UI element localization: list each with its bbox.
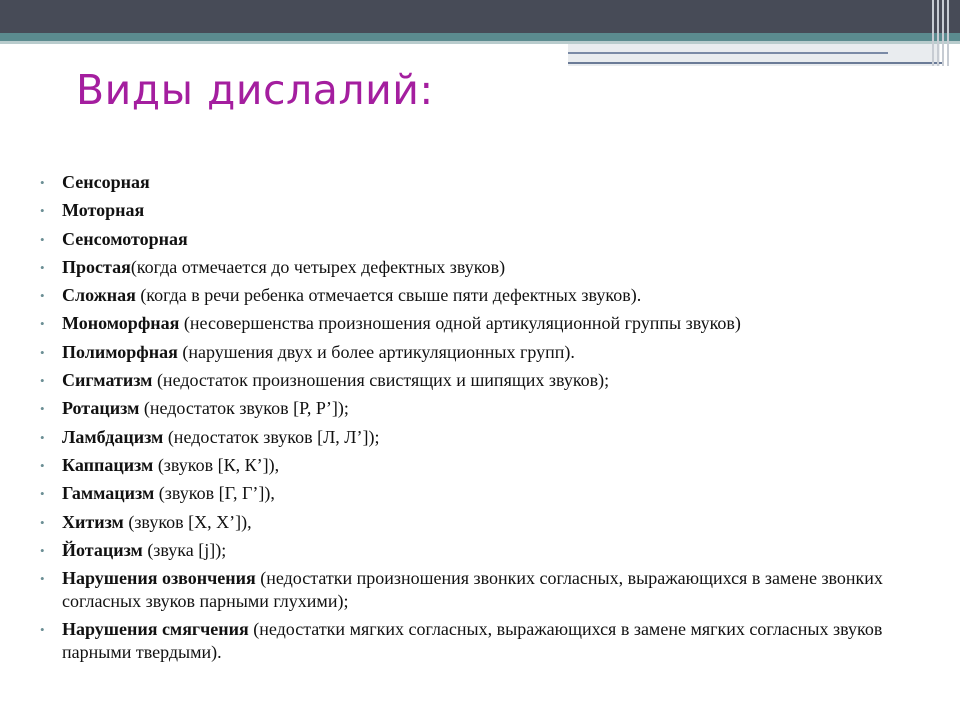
- corner-stripes-decoration: [932, 0, 954, 66]
- item-term: Гаммацизм: [62, 483, 155, 504]
- item-term: Простая: [62, 256, 131, 277]
- item-description: (недостатки произношения звонких согласных, выражающихся в замене звонких согласных звуков парными глухими);: [62, 568, 883, 612]
- list-item: [40, 312, 952, 335]
- header-dark-band: [0, 0, 960, 33]
- item-term: Сенсомоторная: [62, 228, 188, 249]
- list-item: [40, 539, 952, 562]
- item-term: Моторная: [62, 200, 145, 221]
- item-description: (нарушения двух и более артикуляционных групп).: [177, 341, 575, 362]
- item-term: Йотацизм: [62, 539, 143, 560]
- item-term: Ламбдацизм: [62, 426, 164, 447]
- list-item: [40, 511, 952, 534]
- item-term: Сенсорная: [62, 172, 150, 192]
- item-description: (недостатки мягких согласных, выражающихся в замене мягких согласных звуков парными твердыми).: [62, 619, 883, 663]
- item-term: Полиморфная: [62, 341, 178, 362]
- list-item: [40, 454, 952, 477]
- list-item: [40, 199, 952, 222]
- item-term: Нарушения озвончения: [62, 568, 256, 589]
- item-description: (недостаток произношения свистящих и шипящих звуков);: [152, 370, 610, 391]
- list-item: [40, 284, 952, 307]
- item-description: (недостаток звуков [Р, Р’]);: [139, 398, 349, 419]
- list-item: [40, 171, 952, 194]
- item-term: Хитизм: [62, 511, 124, 532]
- item-term: Сигматизм: [62, 370, 153, 391]
- list-item: [40, 618, 952, 664]
- item-description: (несовершенства произношения одной артикуляционной группы звуков): [179, 313, 741, 334]
- list-item: [40, 369, 952, 392]
- list-item: [40, 256, 952, 279]
- header-accent-line: [568, 52, 888, 54]
- list-item: [40, 482, 952, 505]
- item-term: Сложная: [62, 285, 136, 306]
- list-item: [40, 426, 952, 449]
- list-item: [40, 397, 952, 420]
- list-item: [40, 567, 952, 613]
- item-term: Нарушения смягчения: [62, 619, 249, 640]
- item-description: (звука [j]);: [142, 539, 227, 560]
- item-term: Каппацизм: [62, 454, 154, 475]
- item-term: Ротацизм: [62, 398, 140, 419]
- item-description: (недостаток звуков [Л, Л’]);: [163, 426, 380, 447]
- item-description: (когда отмечается до четырех дефектных звуков): [130, 256, 506, 277]
- item-description: (звуков [Г, Г’]),: [154, 483, 275, 504]
- list-item: [40, 341, 952, 364]
- header-teal-band: [0, 33, 960, 41]
- item-description: (звуков [К, К’]),: [153, 454, 280, 475]
- header-accent-line-lower: [568, 62, 944, 64]
- item-term: Мономорфная: [62, 313, 180, 334]
- item-description: (звуков [Х, Х’]),: [123, 511, 252, 532]
- dyslalia-types-list: [40, 171, 952, 670]
- list-item: [40, 228, 952, 251]
- item-description: (когда в речи ребенка отмечается свыше пяти дефектных звуков).: [135, 285, 642, 306]
- slide-title: Виды дислалий:: [76, 66, 434, 114]
